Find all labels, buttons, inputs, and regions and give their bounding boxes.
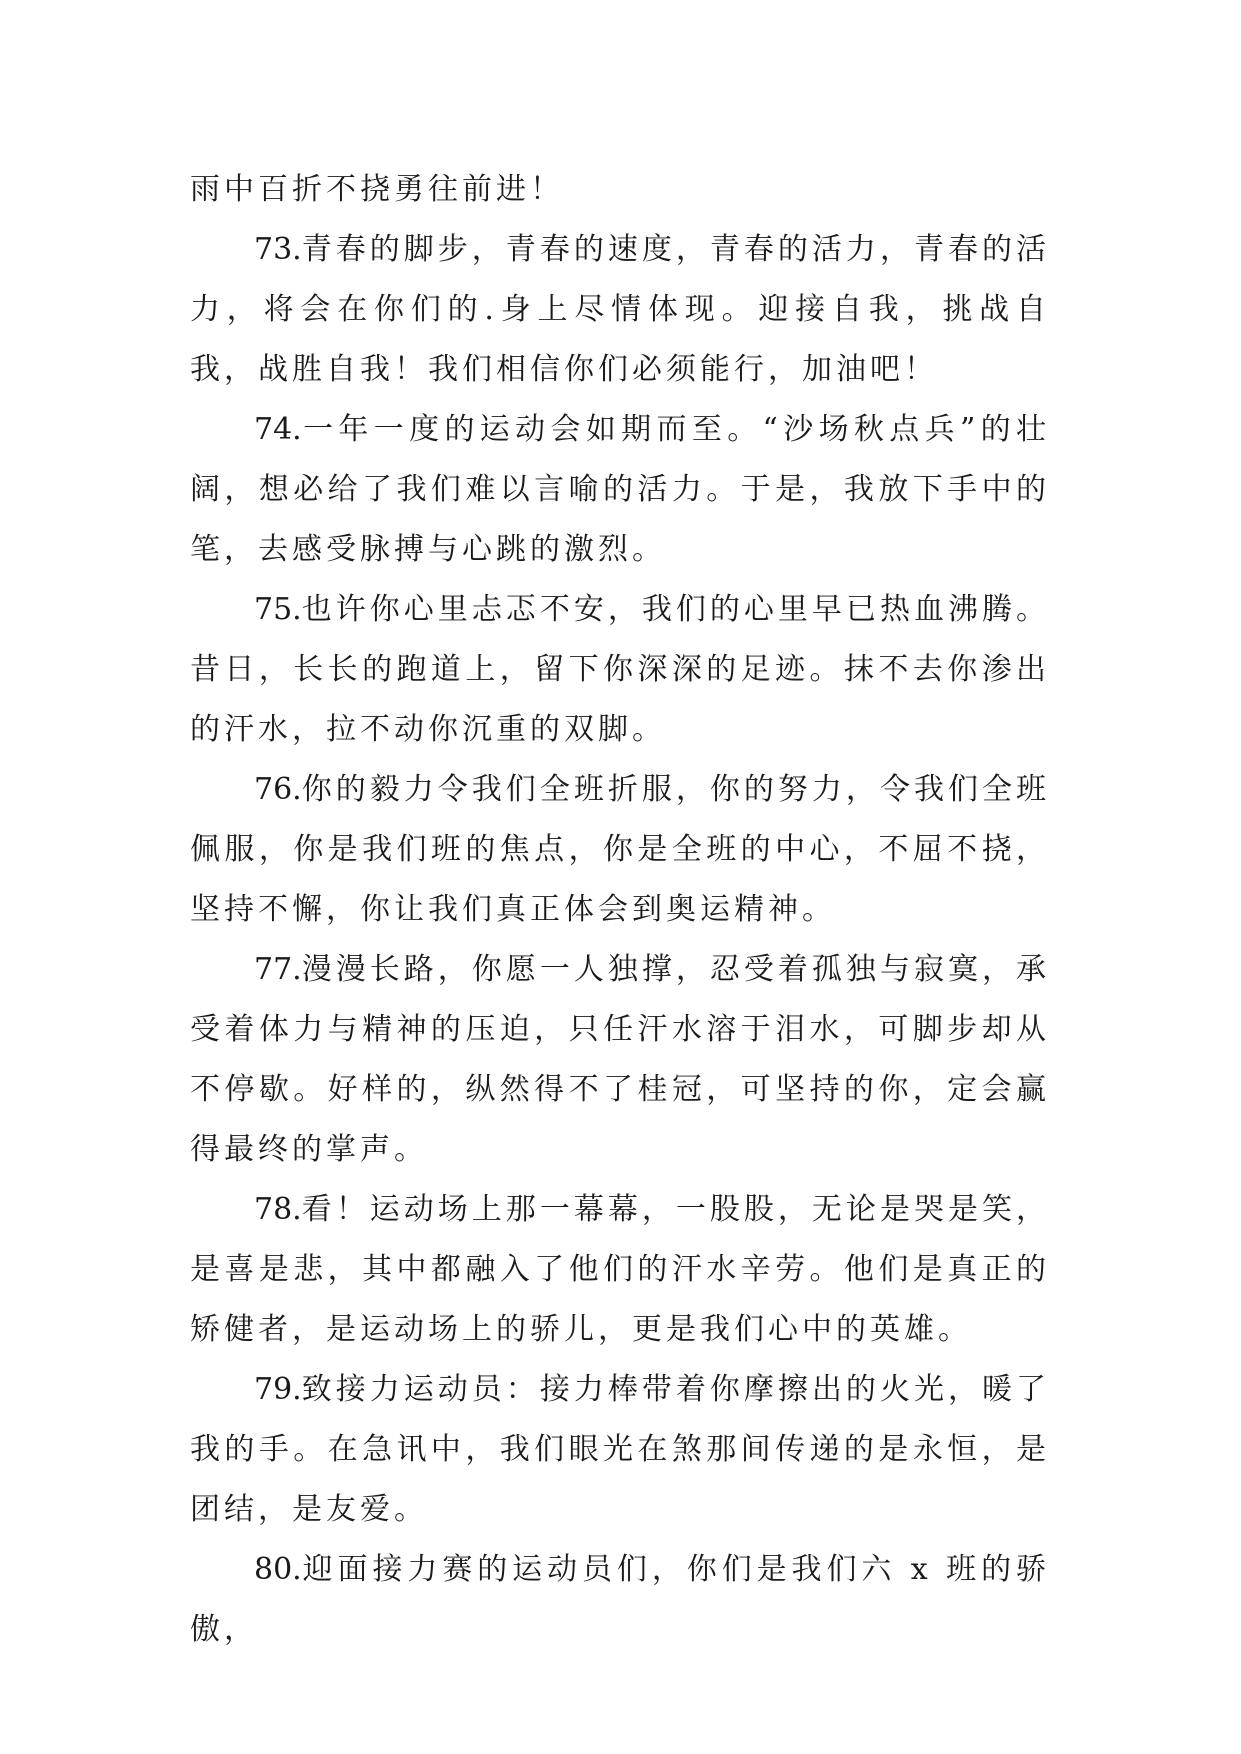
item-text: 也许你心里忐忑不安，我们的心里早已热血沸腾。昔日，长长的跑道上，留下你深深的足迹。抹不去你渗出的汗水，拉不动你沉重的双脚。 <box>190 592 1050 747</box>
continuation-paragraph <box>190 160 1050 220</box>
item-number: 80. <box>254 1552 302 1587</box>
list-item-75 <box>190 580 1050 760</box>
list-item-76 <box>190 760 1050 940</box>
item-text: 漫漫长路，你愿一人独撑，忍受着孤独与寂寞，承受着体力与精神的压迫，只任汗水溶于泪水，可脚步却从不停歇。好样的，纵然得不了桂冠，可坚持的你，定会赢得最终的掌声。 <box>190 952 1050 1167</box>
list-item-80 <box>190 1540 1050 1660</box>
item-text: 青春的脚步，青春的速度，青春的活力，青春的活力，将会在你们的.身上尽情体现。迎接自我，挑战自我，战胜自我！我们相信你们必须能行，加油吧！ <box>190 232 1050 387</box>
list-item-79 <box>190 1360 1050 1540</box>
item-number: 79. <box>254 1372 302 1407</box>
item-text: 看！运动场上那一幕幕，一股股，无论是哭是笑，是喜是悲，其中都融入了他们的汗水辛劳。他们是真正的矫健者，是运动场上的骄儿，更是我们心中的英雄。 <box>190 1192 1050 1347</box>
item-number: 74. <box>254 412 302 447</box>
document-body <box>190 160 1050 1660</box>
paragraph-text: 雨中百折不挠勇往前进！ <box>190 172 564 207</box>
item-text: 一年一度的运动会如期而至。“沙场秋点兵”的壮阔，想必给了我们难以言喻的活力。于是，我放下手中的笔，去感受脉搏与心跳的激烈。 <box>190 412 1050 567</box>
list-item-77 <box>190 940 1050 1180</box>
item-number: 78. <box>254 1192 302 1227</box>
list-item-78 <box>190 1180 1050 1360</box>
list-item-73 <box>190 220 1050 400</box>
item-text: 你的毅力令我们全班折服，你的努力，令我们全班佩服，你是我们班的焦点，你是全班的中心，不屈不挠，坚持不懈，你让我们真正体会到奥运精神。 <box>190 772 1050 927</box>
item-number: 75. <box>254 592 302 627</box>
item-number: 77. <box>254 952 302 987</box>
list-item-74 <box>190 400 1050 580</box>
item-text: 致接力运动员：接力棒带着你摩擦出的火光，暖了我的手。在急讯中，我们眼光在煞那间传递的是永恒，是团结，是友爱。 <box>190 1372 1050 1527</box>
item-number: 73. <box>254 232 302 267</box>
item-text: 迎面接力赛的运动员们，你们是我们六 x 班的骄傲， <box>190 1552 1050 1647</box>
item-number: 76. <box>254 772 302 807</box>
